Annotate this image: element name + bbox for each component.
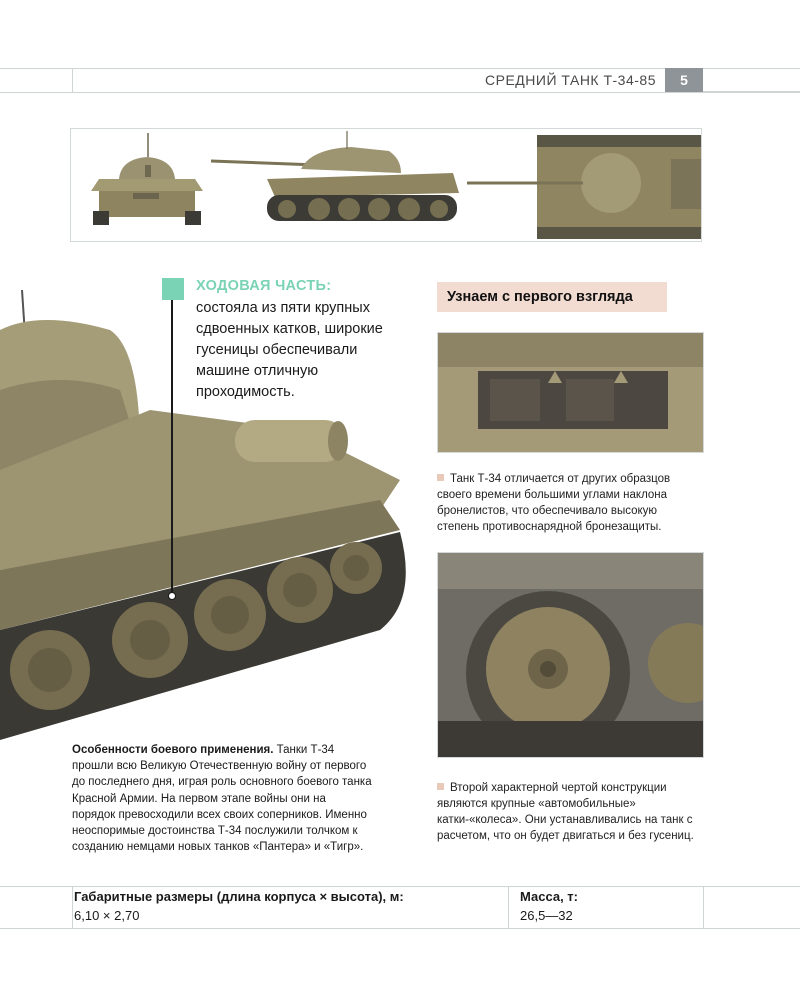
dimensions-value: 6,10 × 2,70: [74, 908, 140, 923]
callout-heading: ХОДОВАЯ ЧАСТЬ:: [196, 278, 332, 294]
combat-use-lead: Особенности боевого применения.: [72, 744, 274, 756]
road-wheel-image: [438, 553, 703, 757]
section-title: Узнаем с первого взгляда: [437, 282, 667, 312]
mass-value: 26,5—32: [520, 908, 573, 923]
caption-bullet: [437, 783, 444, 790]
footer-top-rule: [0, 886, 800, 887]
tank-top-view: [467, 135, 701, 239]
callout-pointer-dot: [168, 592, 176, 600]
callout-leader-line: [171, 300, 173, 596]
running-title: СРЕДНИЙ ТАНК Т-34-85: [485, 72, 656, 88]
caption-wheels: [437, 780, 699, 844]
track-links-image: [438, 333, 703, 452]
footer-divider-mid: [508, 886, 509, 928]
tank-views-illustration: [71, 129, 701, 241]
wheel-closeup-photo: [437, 552, 704, 758]
header-divider: [72, 68, 73, 92]
footer-bottom-rule: [0, 928, 800, 929]
track-closeup-photo: [437, 332, 704, 453]
tank-side-view: [211, 131, 459, 221]
page-number: 5: [665, 68, 703, 92]
callout-marker: [162, 278, 184, 300]
header-tail: [703, 68, 800, 92]
footer-divider-left: [72, 886, 73, 928]
caption-bullet: [437, 474, 444, 481]
footer-divider-right: [703, 886, 704, 928]
combat-use-paragraph: [72, 742, 372, 855]
mass-label: Масса, т:: [520, 889, 578, 904]
tank-front-view: [91, 133, 203, 225]
header-bottom-rule: [0, 92, 800, 93]
caption-armor-text: Танк Т-34 отличается от других образцов своего времени большими углами наклона бронелистов, что обеспечивало высокую степень противоснарядной бронезащиты.: [437, 473, 671, 533]
tank-three-views: [70, 128, 702, 242]
callout-text: состояла из пяти крупных сдвоенных катков, широкие гусеницы обеспечивали машине отличную проходимость.: [196, 300, 383, 400]
caption-wheels-text: Второй характерной чертой конструкции являются крупные «автомобильные» катки-«колеса». Они устанавливались на танк с расчетом, что он будет двигаться и без гусениц.: [437, 782, 694, 842]
combat-use-text: Танки Т-34 прошли всю Великую Отечественную войну от первого до последнего дня, играя роль основного боевого танка Красной Армии. На первом этапе войны они на порядок превосходили всех своих соперников. Именно неоспоримые достоинства Т-34 послужили толчком к созданию немцами новых танков «Пантера» и «Тигр».: [72, 744, 372, 854]
dimensions-label: Габаритные размеры (длина корпуса × высота), м:: [74, 889, 404, 904]
caption-armor: [437, 471, 699, 535]
